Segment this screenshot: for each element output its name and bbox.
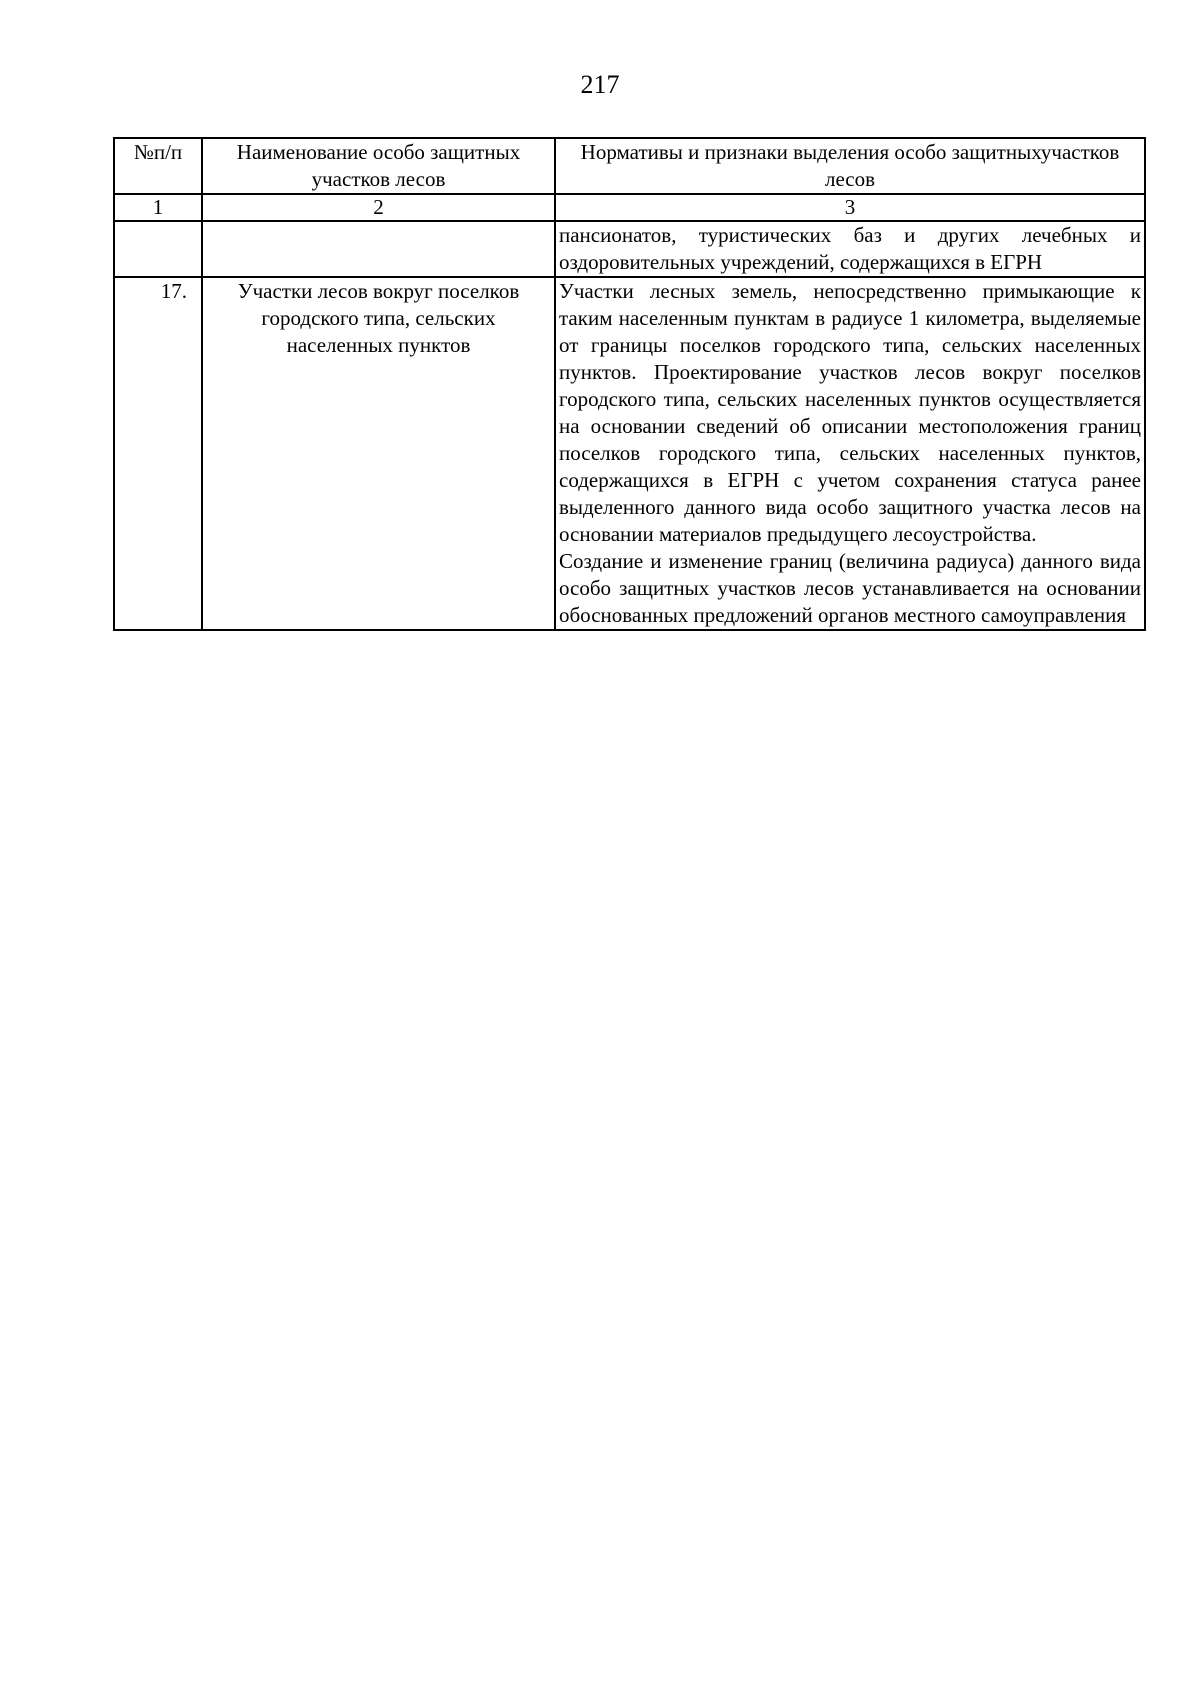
header-number: №п/п [114,138,202,194]
forest-areas-table [113,137,1146,631]
table-row [114,221,1145,277]
row-number [114,221,202,277]
table-header-row [114,138,1145,194]
index-cell: 1 [114,194,202,221]
row-area-name: Участки лесов вокруг поселков городского типа, сельских населенных пунктов [202,277,555,630]
row-norms-paragraph: Создание и изменение границ (величина радиуса) данного вида особо защитных участков лесов устанавливается на основании обоснованных предложений органов местного самоуправления [559,549,1141,627]
table-row [114,277,1145,630]
row-norms-paragraph: пансионатов, туристических баз и других лечебных и оздоровительных учреждений, содержащихся в ЕГРН [559,223,1141,274]
table-index-row [114,194,1145,221]
row-number: 17. [114,277,202,630]
row-norms [555,277,1145,630]
index-cell: 3 [555,194,1145,221]
row-norms-paragraph: Участки лесных земель, непосредственно примыкающие к таким населенным пунктам в радиусе 1 километра, выделяемые от границы поселков городского типа, сельских населенных пунктов. Проектирование участков лесов вокруг поселков городского типа, сельских населенных пунктов осуществляется на основании сведений об описании местоположения границ поселков городского типа, сельских населенных пунктов, содержащихся в ЕГРН с учетом сохранения статуса ранее выделенного данного вида особо защитного участка лесов на основании материалов предыдущего лесоустройства. [559,279,1141,546]
row-norms [555,221,1145,277]
header-area-name: Наименование особо защитных участков лесов [202,138,555,194]
page-number: 217 [580,70,620,99]
header-norms: Нормативы и признаки выделения особо защитныхучастков лесов [555,138,1145,194]
row-area-name [202,221,555,277]
index-cell: 2 [202,194,555,221]
